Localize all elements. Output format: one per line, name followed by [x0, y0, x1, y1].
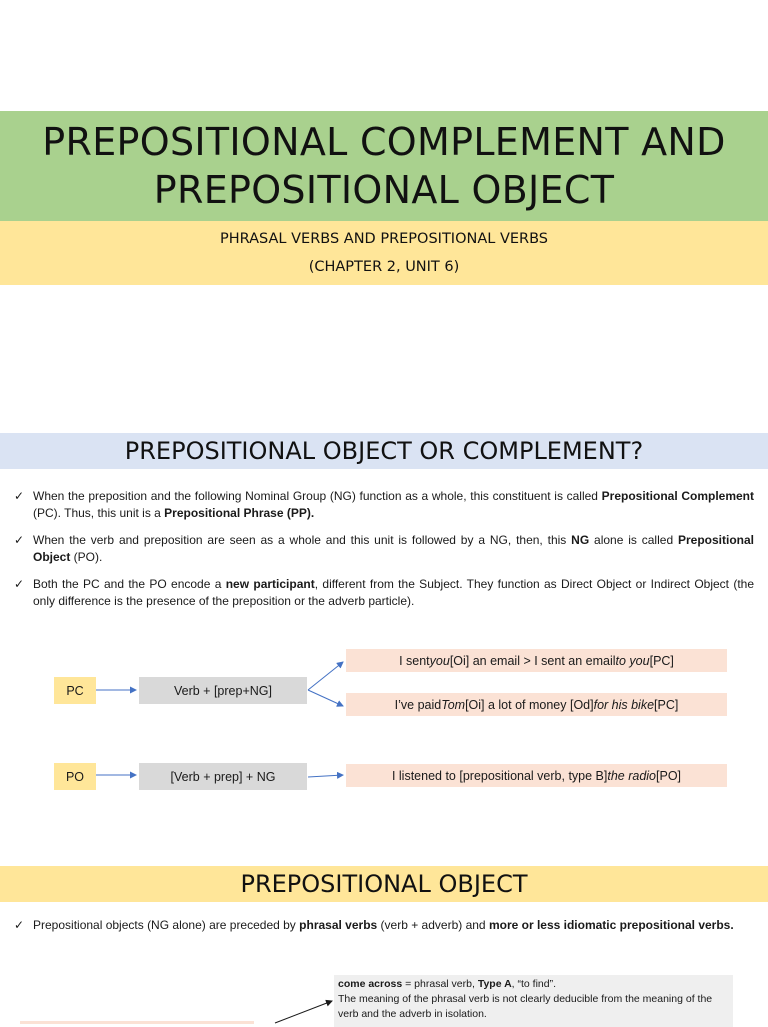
arrow-structure-to-example1: [308, 662, 343, 690]
check-icon: ✓: [14, 577, 25, 591]
bullet-text: Both the PC and the PO encode a new participant, different from the Subject. They function as Direct Object or Indirect Object (the only difference is the presence of the preposition or the adverb particle).: [33, 577, 755, 608]
check-icon: ✓: [14, 533, 25, 547]
note-arrow: [250, 995, 340, 1024]
section2-heading: PREPOSITIONAL OBJECT: [240, 870, 528, 898]
pc-example-2: I’ve paid Tom [Oi] a lot of money [Od] for his bike [PC]: [346, 693, 727, 716]
title-line-2: PREPOSITIONAL OBJECT: [153, 168, 615, 212]
arrow-structure-to-po-example: [308, 775, 343, 777]
bullet-item-4: [14, 917, 754, 934]
come-across-note: [334, 975, 733, 1027]
po-label-box: PO: [54, 763, 96, 790]
arrow-structure-to-example2: [308, 690, 343, 706]
po-structure-box: [Verb + prep] + NG: [139, 763, 307, 790]
page-subtitle: [0, 221, 768, 285]
pc-label-box: PC: [54, 677, 96, 704]
po-example: I listened to [prepositional verb, type B] the radio [PO]: [346, 764, 727, 787]
bullet-item-3: [14, 576, 754, 610]
subtitle-line-1: PHRASAL VERBS AND PREPOSITIONAL VERBS: [219, 231, 548, 247]
note-line-2: The meaning of the phrasal verb is not clearly deducible from the meaning of the verb and the adverb in isolation.: [338, 993, 713, 1020]
pc-example-1: I sent you [Oi] an email > I sent an email to you [PC]: [346, 649, 727, 672]
bullet-text: When the preposition and the following Nominal Group (NG) function as a whole, this constituent is called Prepositional Complement (PC). Thus, this unit is a Prepositional Phrase (PP).: [33, 489, 754, 520]
note-line-1: come across = phrasal verb, Type A, “to find”.: [338, 978, 557, 990]
bullet-item-2: [14, 532, 754, 566]
title-line-1: PREPOSITIONAL COMPLEMENT AND: [42, 120, 726, 164]
section1-heading: PREPOSITIONAL OBJECT OR COMPLEMENT?: [124, 437, 644, 465]
bullet-item-1: [14, 488, 754, 522]
page-title: [0, 111, 768, 221]
check-icon: ✓: [14, 918, 25, 932]
subtitle-line-2: (CHAPTER 2, UNIT 6): [308, 259, 460, 275]
pc-structure-box: Verb + [prep+NG]: [139, 677, 307, 704]
check-icon: ✓: [14, 489, 25, 503]
bullet-text: Prepositional objects (NG alone) are preceded by phrasal verbs (verb + adverb) and more or less idiomatic prepositional verbs.: [33, 918, 734, 932]
bullet-text: When the verb and preposition are seen as a whole and this unit is followed by a NG, then, this NG alone is called Prepositional Object (PO).: [33, 533, 754, 564]
